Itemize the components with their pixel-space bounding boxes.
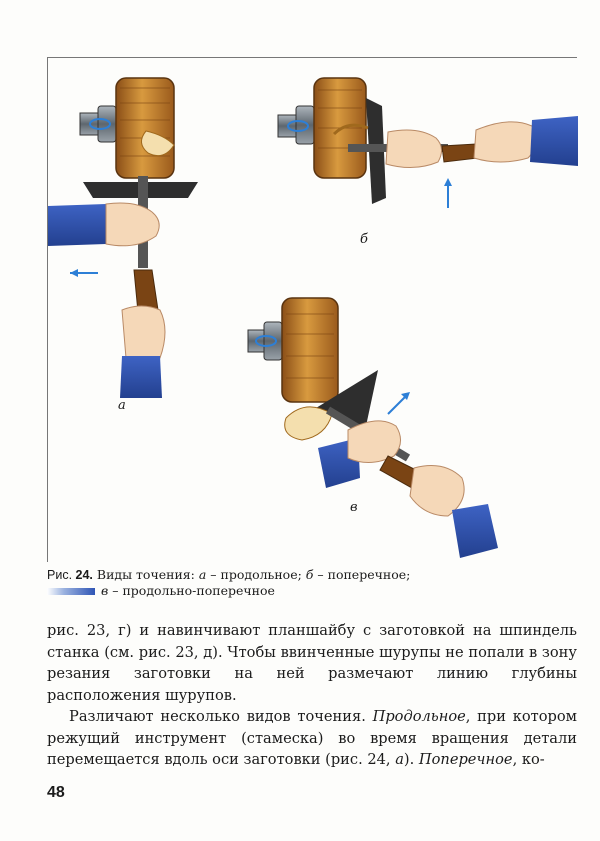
figure-label-c: в bbox=[350, 500, 358, 515]
p2-start: Различают несколько видов точения. bbox=[69, 708, 373, 725]
figure-a-longitudinal bbox=[48, 78, 198, 398]
p2-mid2: ). bbox=[403, 751, 419, 768]
figure-b-transverse bbox=[278, 78, 578, 208]
caption-number: 24. bbox=[75, 568, 93, 582]
figure-caption bbox=[47, 567, 567, 598]
caption-c-text: – продольно-поперечное bbox=[108, 583, 275, 598]
caption-c-letter: в bbox=[101, 583, 109, 598]
figure-c-longitudinal-transverse bbox=[248, 298, 498, 558]
paragraph-2 bbox=[47, 706, 577, 771]
caption-b-text: – поперечное; bbox=[313, 567, 411, 582]
term-transverse: Поперечное bbox=[418, 751, 513, 768]
p2-ref-a: а bbox=[395, 751, 404, 768]
caption-prefix: Рис. bbox=[47, 568, 76, 582]
caption-gradient-bar bbox=[47, 588, 95, 595]
caption-b-letter: б bbox=[305, 567, 314, 582]
p2-end: , ко- bbox=[512, 751, 545, 768]
figure-label-a: а bbox=[118, 398, 126, 413]
p2-mid1: , при котором режущий инструмент (стамеска) во время вращения детали перемещается вдоль оси заготовки (рис. 24, bbox=[47, 708, 577, 768]
term-longitudinal: Продольное bbox=[372, 708, 466, 725]
caption-line-1 bbox=[47, 567, 567, 583]
figure-label-b: б bbox=[360, 232, 368, 247]
body-text bbox=[47, 620, 577, 771]
caption-a-letter: а bbox=[198, 567, 207, 582]
caption-a-text: – продольное; bbox=[206, 567, 306, 582]
paragraph-1: рис. 23, г) и навинчивают планшайбу с заготовкой на шпиндель станка (см. рис. 23, д). Чтобы ввинченные шурупы не попали в зону резания заготовки на ней размечают линию глубины расположения шурупов. bbox=[47, 622, 577, 704]
figure-24 bbox=[48, 58, 578, 563]
page-number: 48 bbox=[47, 784, 65, 801]
caption-title: Виды точения: bbox=[92, 567, 199, 582]
caption-line-2 bbox=[47, 583, 567, 598]
figure-illustration bbox=[48, 58, 578, 563]
